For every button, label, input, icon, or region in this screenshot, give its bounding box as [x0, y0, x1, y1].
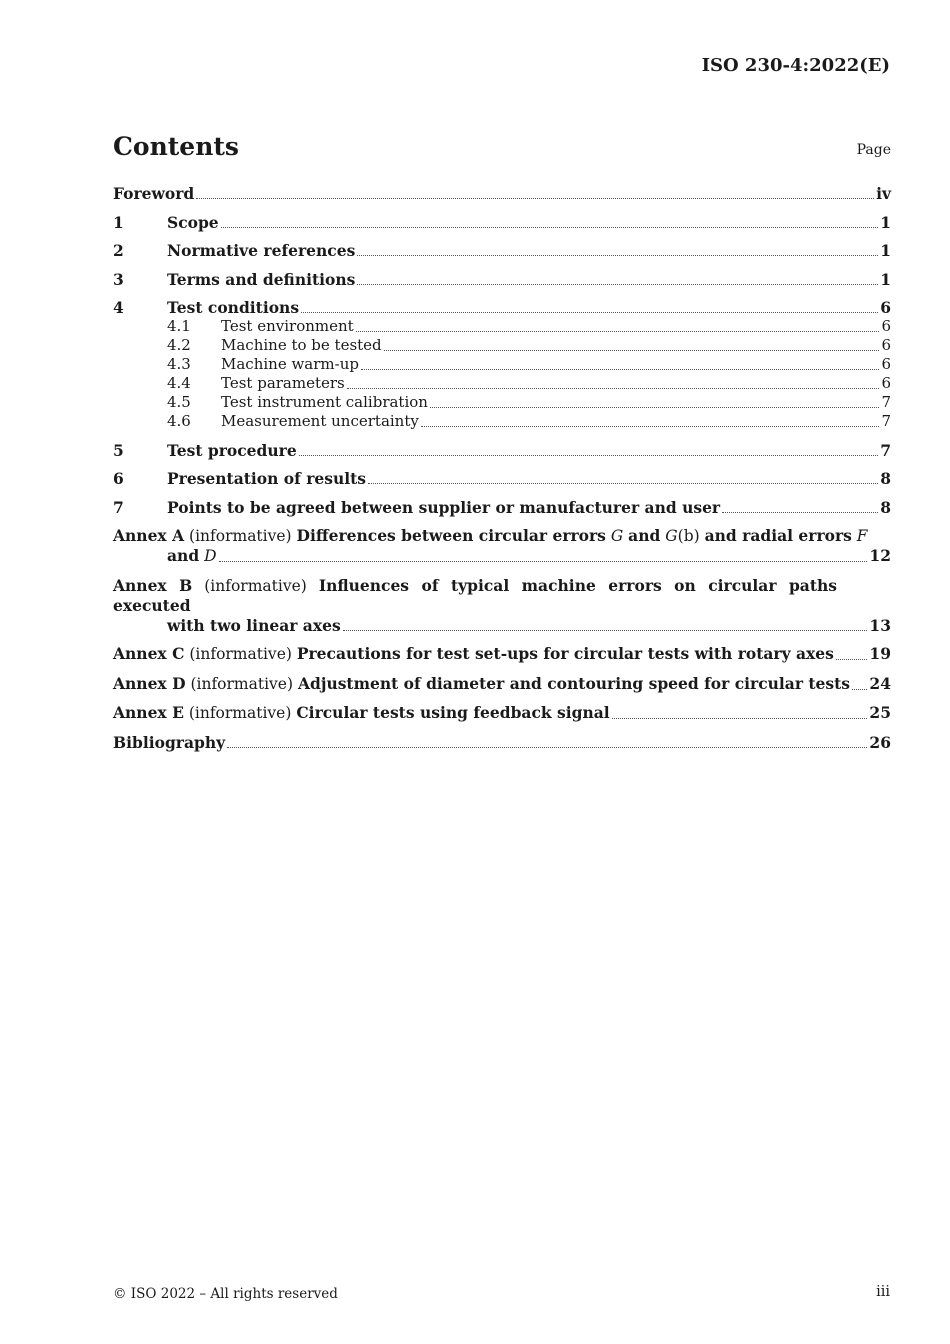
symbol-g: G — [665, 527, 678, 545]
table-of-contents — [113, 184, 891, 752]
toc-entry-title: Bibliography — [113, 732, 226, 752]
annex-line-1 — [113, 526, 891, 546]
toc-entry-title: Test parameters — [221, 374, 345, 392]
annex-informative: (informative) — [204, 576, 307, 595]
symbol-f: F — [856, 527, 868, 545]
toc-entry-page: 1 — [880, 269, 891, 289]
toc-entry-page: iv — [876, 184, 891, 203]
toc-entry-number: 2 — [113, 241, 124, 260]
toc-entry-page: 7 — [881, 412, 891, 430]
dot-leader — [384, 350, 880, 351]
toc-entry-page: 6 — [881, 317, 891, 335]
toc-entry-4-3[interactable] — [113, 355, 891, 374]
toc-entry-number: 4.2 — [167, 336, 191, 354]
dot-leader — [357, 284, 878, 285]
toc-entry-number: 4.4 — [167, 374, 191, 392]
toc-entry-annex-e[interactable] — [113, 703, 891, 723]
dot-leader — [356, 331, 880, 332]
toc-entry-page: 1 — [880, 212, 891, 232]
toc-entry-number: 6 — [113, 469, 124, 488]
toc-entry-title: Test instrument calibration — [221, 393, 428, 411]
document-id: ISO 230-4:2022(E) — [701, 55, 890, 76]
dot-leader — [430, 407, 880, 408]
toc-entry-6[interactable] — [113, 469, 891, 488]
annex-line-1 — [113, 576, 891, 616]
toc-entry-number: 1 — [113, 212, 124, 232]
toc-entry-number: 4.6 — [167, 412, 191, 430]
dot-leader — [421, 426, 880, 427]
toc-entry-title: Machine to be tested — [221, 336, 382, 354]
toc-entry-4-5[interactable] — [113, 393, 891, 412]
annex-tag: Annex A — [113, 526, 185, 545]
toc-entry-3[interactable] — [113, 270, 891, 289]
annex-title-part: with two linear axes — [167, 615, 341, 635]
toc-entry-page: 6 — [881, 374, 891, 392]
toc-entry-page: 13 — [869, 615, 891, 635]
toc-entry-4-6[interactable] — [113, 412, 891, 431]
toc-entry-2[interactable] — [113, 241, 891, 260]
toc-entry-title: Terms and definitions — [167, 269, 356, 289]
dot-leader — [836, 659, 868, 660]
dot-leader — [361, 369, 879, 370]
toc-entry-annex-d[interactable] — [113, 674, 891, 694]
annex-tag: Annex D — [113, 673, 186, 693]
contents-header — [113, 132, 891, 164]
toc-entry-number: 7 — [113, 497, 124, 517]
annex-title: Adjustment of diameter and contouring speed for circular tests — [297, 673, 851, 693]
toc-entry-page: 19 — [869, 644, 891, 663]
toc-entry-page: 7 — [880, 440, 891, 460]
toc-entry-title: Measurement uncertainty — [221, 412, 419, 430]
dot-leader — [196, 198, 874, 199]
copyright-notice: © ISO 2022 – All rights reserved — [113, 1286, 338, 1302]
toc-entry-1[interactable] — [113, 213, 891, 232]
dot-leader — [227, 747, 867, 748]
dot-leader — [612, 718, 868, 719]
toc-entry-number: 4.3 — [167, 355, 191, 373]
annex-informative: (informative) — [189, 645, 292, 663]
annex-line-2 — [113, 546, 891, 566]
toc-entry-page: 24 — [869, 673, 891, 693]
toc-entry-title: Test conditions — [167, 298, 300, 317]
toc-entry-title: Presentation of results — [167, 469, 366, 488]
toc-entry-number: 4.1 — [167, 317, 191, 335]
toc-entry-4[interactable] — [113, 298, 891, 317]
toc-entry-title: Foreword — [113, 184, 195, 203]
symbol-g: G — [610, 527, 624, 545]
dot-leader — [347, 388, 880, 389]
toc-entry-page: 8 — [880, 469, 891, 488]
dot-leader — [299, 455, 879, 456]
dot-leader — [357, 255, 878, 256]
toc-entry-4-4[interactable] — [113, 374, 891, 393]
symbol-d: D — [204, 547, 217, 565]
dot-leader — [722, 512, 878, 513]
contents-title: Contents — [113, 132, 240, 161]
dot-leader — [343, 630, 868, 631]
toc-entry-title: Test environment — [221, 317, 354, 335]
annex-informative: (informative) — [190, 674, 294, 693]
toc-entry-number: 3 — [113, 269, 124, 289]
toc-entry-page: 6 — [880, 298, 891, 317]
annex-title-part: and — [628, 526, 661, 545]
toc-entry-7[interactable] — [113, 498, 891, 517]
annex-tag: Annex E — [113, 703, 184, 722]
toc-entry-title: Scope — [167, 212, 219, 232]
toc-entry-page: 25 — [869, 703, 891, 722]
toc-entry-title: Test procedure — [167, 440, 297, 460]
toc-entry-title: Points to be agreed between supplier or manufacturer and user — [167, 497, 721, 517]
annex-title-part: Differences between circular errors — [296, 526, 606, 545]
toc-entry-bibliography[interactable] — [113, 733, 891, 752]
annex-title: Precautions for test set-ups for circular tests with rotary axes — [296, 644, 834, 663]
annex-informative: (informative) — [189, 527, 292, 545]
toc-entry-title: Machine warm-up — [221, 355, 359, 373]
dot-leader — [221, 227, 879, 228]
annex-title: Circular tests using feedback signal — [296, 703, 610, 722]
toc-entry-4-2[interactable] — [113, 336, 891, 355]
toc-entry-page: 6 — [881, 355, 891, 373]
dot-leader — [219, 561, 868, 562]
toc-entry-number: 4.5 — [167, 393, 191, 411]
dot-leader — [301, 312, 878, 313]
toc-entry-page: 26 — [869, 732, 891, 752]
toc-entry-page: 8 — [880, 497, 891, 517]
toc-entry-page: 7 — [881, 393, 891, 411]
symbol-suffix: (b) — [677, 527, 700, 545]
toc-entry-4-1[interactable] — [113, 317, 891, 336]
toc-entry-number: 5 — [113, 440, 124, 460]
annex-tag: Annex B — [113, 575, 193, 595]
dot-leader — [852, 689, 867, 690]
toc-entry-annex-a[interactable] — [113, 526, 891, 566]
dot-leader — [368, 483, 878, 484]
annex-title-part: and — [167, 546, 200, 565]
toc-entry-annex-b[interactable] — [113, 576, 891, 635]
page-number: iii — [876, 1284, 890, 1300]
toc-entry-5[interactable] — [113, 441, 891, 460]
toc-entry-title: Normative references — [167, 241, 356, 260]
toc-entry-annex-c[interactable] — [113, 644, 891, 664]
annex-title-part: and radial errors — [704, 526, 852, 545]
toc-entry-page: 1 — [880, 241, 891, 260]
annex-title-part: Influences of typical machine errors on circular paths executed — [113, 575, 838, 615]
annex-tag: Annex C — [113, 644, 185, 663]
page-column-label: Page — [856, 142, 891, 158]
annex-line-2 — [113, 616, 891, 635]
annex-informative: (informative) — [188, 704, 292, 722]
toc-entry-foreword[interactable] — [113, 184, 891, 203]
toc-entry-page: 6 — [881, 336, 891, 354]
toc-entry-number: 4 — [113, 298, 124, 317]
toc-entry-page: 12 — [869, 546, 891, 565]
